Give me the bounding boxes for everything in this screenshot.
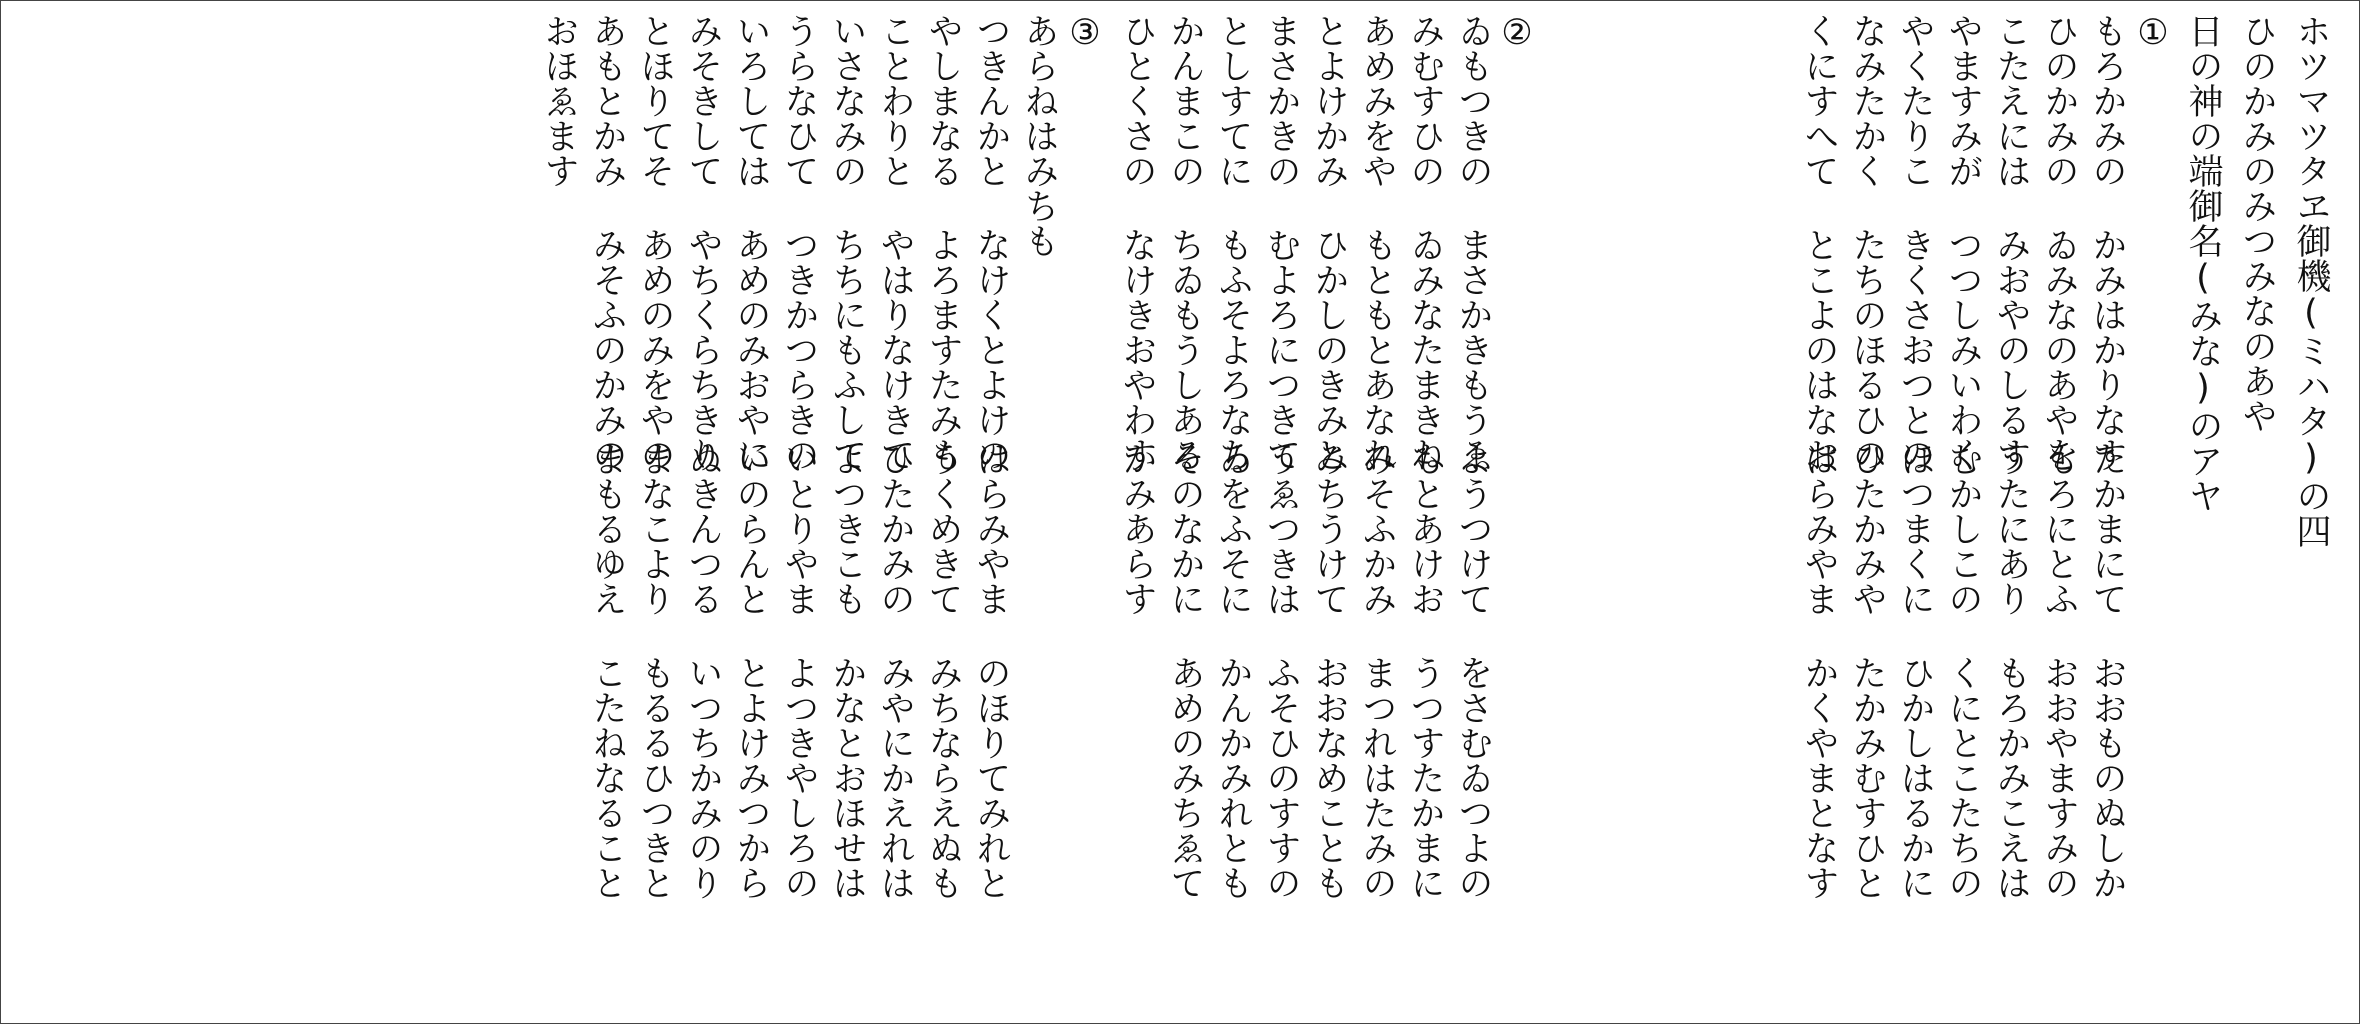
phrase: とほりてそ [635,13,675,188]
phrase: みおやのしるす [1991,227,2031,472]
phrase: かんかみれとも [1213,655,1253,900]
phrase: むよろにつきて [1261,227,1301,472]
phrase: やちくらちきり [683,227,723,472]
phrase: うたにあり [1991,441,2031,616]
phrase: ひかしのきみと [1309,227,1349,472]
phrase: とよけかみ [1309,13,1349,188]
phrase: あもとかみ [587,13,627,188]
phrase: おおものぬしか [2087,655,2127,900]
phrase: ひたかみや [1847,441,1887,616]
phrase: まさかきもうゑ [1453,227,1493,472]
phrase: むかしこの [1943,441,1983,616]
phrase: たかみむすひと [1847,655,1887,900]
phrase: みちうけて [1309,441,1349,616]
phrase: もろかみの [2087,13,2127,188]
phrase: もともとあなれ [1357,227,1397,472]
phrase: つつしみいわく [1943,227,1983,472]
phrase: かくやまとなす [1799,655,1839,900]
phrase: ぬきんつる [683,441,723,616]
phrase: まなこより [635,441,675,616]
phrase: もろにとふ [2039,441,2079,616]
phrase: みやにかえれは [875,655,915,900]
phrase: おおなめことも [1309,655,1349,900]
phrase: くにすへて [1799,13,1839,188]
phrase: とこよのはなお [1799,227,1839,472]
phrase: ちちにもふして [827,227,867,472]
phrase: いつちかみのり [683,655,723,900]
phrase: よつきやしろの [779,655,819,900]
phrase: やしまなる [923,13,963,188]
phrase: よつきこも [827,441,867,616]
phrase: やますみが [1943,13,1983,188]
phrase: まつれはたみの [1357,655,1397,900]
phrase: いろしては [731,13,771,188]
phrase: みむすひの [1405,13,1445,188]
phrase: としすてに [1213,13,1253,188]
phrase: もとあけお [1405,441,1445,616]
phrase: やくたりこ [1895,13,1935,188]
verse-number: ① [2133,13,2173,53]
document-subtitle: ひのかみのみつみなのあや [2237,13,2277,433]
phrase: なけくとよけの [971,227,1011,472]
phrase: なけきおやわす [1117,227,1157,472]
phrase: うらなひて [779,13,819,188]
phrase: ゐをふそに [1213,441,1253,616]
verse-number: ③ [1065,13,1105,53]
phrase: みそきして [683,13,723,188]
phrase: なみたかく [1847,13,1887,188]
phrase: ゐみなのあやを [2039,227,2079,472]
phrase: ほつまくに [1895,441,1935,616]
verse-line [1789,13,1849,900]
phrase: あめのみをやの [635,227,675,472]
phrase: ちゐもうしある [1165,227,1205,472]
phrase: ひとくさの [1117,13,1157,188]
phrase: みそふのかみの [587,227,627,472]
phrase: もろかみこえは [1991,655,2031,900]
document-title: ホツマツタヱ御機(ミハタ)の四 [2291,13,2331,548]
phrase: はらみやま [971,441,1011,616]
phrase: あめのみちゑて [1165,655,1205,900]
phrase: をさむゐつよの [1453,655,1493,900]
phrase: ことわりと [875,13,915,188]
phrase: あらねはみちも [1019,13,1059,258]
verse-line [1107,13,1167,616]
phrase: みそふかみ [1357,441,1397,616]
phrase: かなとおほせは [827,655,867,900]
verse-line [529,13,589,188]
phrase: まさかきの [1261,13,1301,188]
phrase: ひたかみの [875,441,915,616]
phrase: ひかしはるかに [1895,655,1935,900]
phrase: ようつけて [1453,441,1493,616]
phrase: きくさおつとの [1895,227,1935,472]
phrase: もふそよろなち [1213,227,1253,472]
phrase: おほゑます [539,13,579,188]
phrase: あめみをや [1357,13,1397,188]
phrase: いのらんと [731,441,771,616]
phrase: たちのほるひの [1847,227,1887,472]
phrase: もるるひつきと [635,655,675,900]
phrase: うゑつきは [1261,441,1301,616]
phrase: こたえには [1991,13,2031,188]
phrase: つきかつらきの [779,227,819,472]
phrase: つきんかと [971,13,1011,188]
phrase: うくめきて [923,441,963,616]
phrase: かんまこの [1165,13,1205,188]
phrase: やはりなけきて [875,227,915,472]
phrase: ゐみなたまきね [1405,227,1445,472]
phrase: かみあらす [1117,441,1157,616]
phrase: ゐもつきの [1453,13,1493,188]
phrase: いさなみの [827,13,867,188]
phrase: よろますたみも [923,227,963,472]
phrase: あめのみおやに [731,227,771,472]
phrase: のほりてみれと [971,655,1011,900]
phrase: いとりやま [779,441,819,616]
phrase: とよけみつから [731,655,771,900]
phrase: たかまにて [2087,441,2127,616]
phrase: そのなかに [1165,441,1205,616]
phrase: かみはかりなす [2087,227,2127,472]
phrase: うつすたかまに [1405,655,1445,900]
phrase: こたねなること [587,655,627,900]
phrase: くにとこたちの [1943,655,1983,900]
document-subtitle-kanji: 日の神の端御名(みな)のアヤ [2183,13,2223,513]
phrase: ふそひのすすの [1261,655,1301,900]
phrase: ひのかみの [2039,13,2079,188]
verse-number: ② [1497,13,1537,53]
phrase: おおやますみの [2039,655,2079,900]
phrase: はらみやま [1799,441,1839,616]
phrase: まもるゆえ [587,441,627,616]
phrase: みちならえぬも [923,655,963,900]
